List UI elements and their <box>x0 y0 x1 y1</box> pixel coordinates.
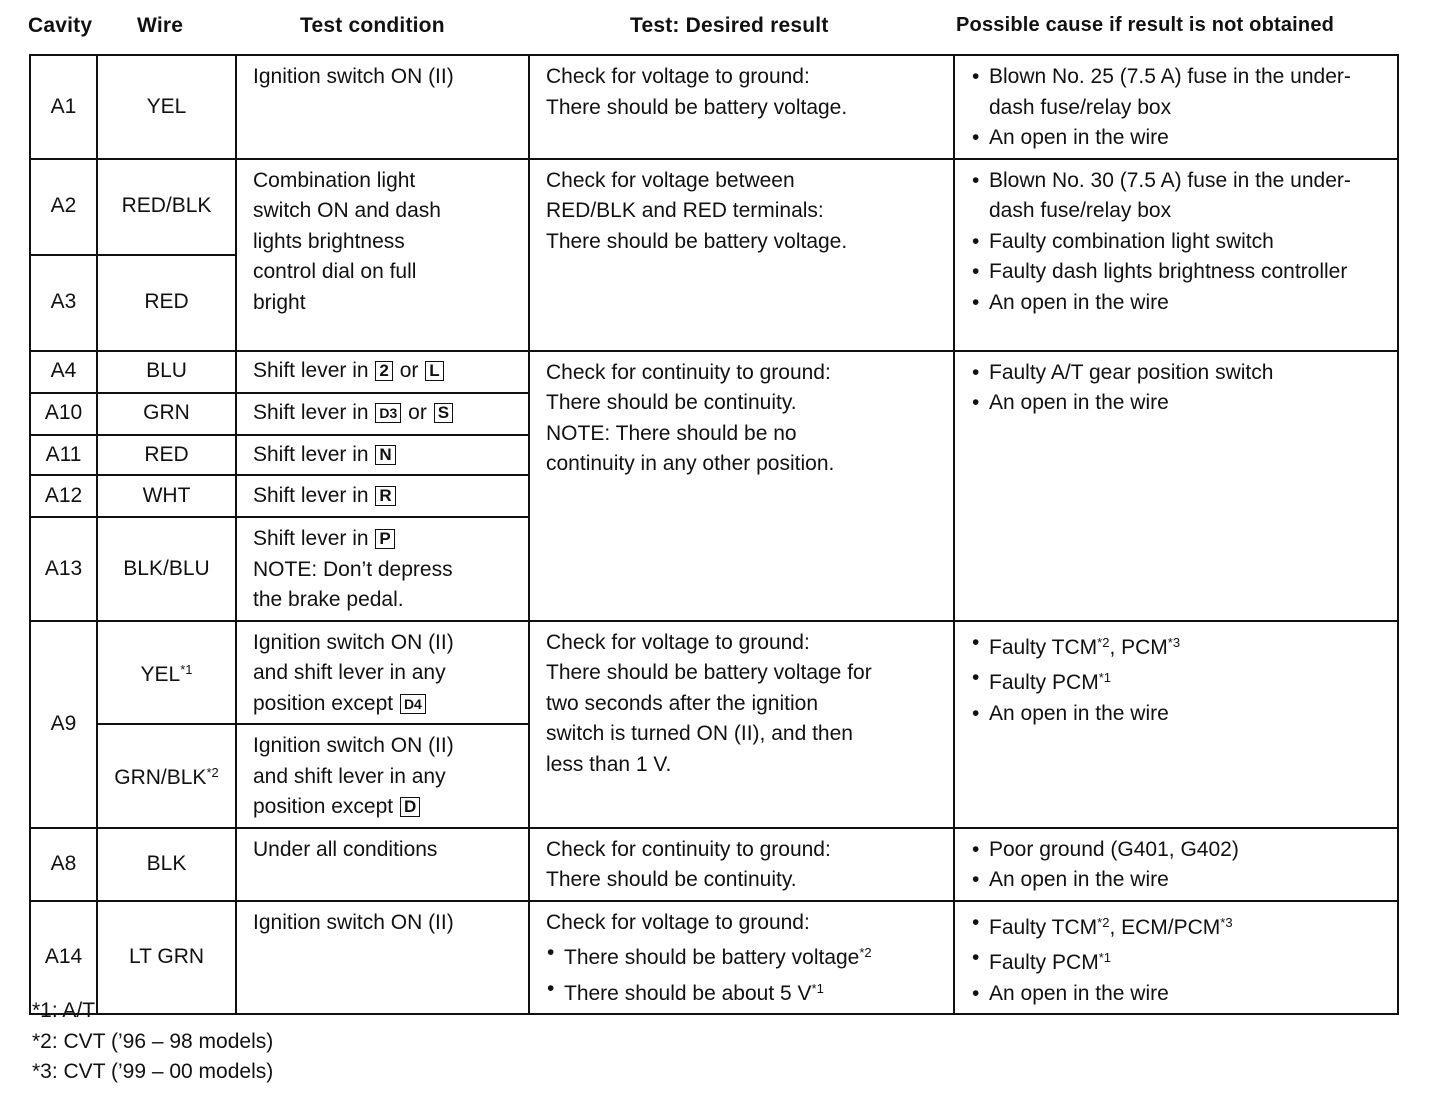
header-cavity: Cavity <box>28 14 93 37</box>
footnote: *2: CVT (’96 – 98 models) <box>32 1029 274 1053</box>
header-desired-result: Test: Desired result <box>630 14 829 37</box>
condition-cell: Shift lever in 2 or L <box>236 351 529 393</box>
shift-position-badge: D <box>400 797 420 817</box>
cause-cell <box>954 159 1398 351</box>
list-item: • There should be battery voltage$^{*2}$ <box>564 938 939 974</box>
cavity-cell: A10 <box>30 393 97 435</box>
header-test-condition: Test condition <box>300 14 445 37</box>
table-row-a9 <box>30 621 1398 725</box>
wire-cell: YEL$^{*1}$ <box>97 621 236 725</box>
list-item: • An open in the wire <box>989 979 1383 1010</box>
list-item: • An open in the wire <box>989 699 1383 730</box>
shift-position-badge: N <box>375 445 395 465</box>
list-item: • Blown No. 25 (7.5 A) fuse in the under-dash fuse/relay box <box>989 62 1383 123</box>
cavity-cell: A2 <box>30 159 97 255</box>
cavity-cell: A8 <box>30 828 97 901</box>
cause-cell <box>954 55 1398 159</box>
list-item: • There should be about 5 $V^{*1}$ <box>564 974 939 1010</box>
cause-cell <box>954 621 1398 828</box>
cavity-cell: A3 <box>30 255 97 351</box>
list-item: • Poor ground (G401, G402) <box>989 835 1383 866</box>
shift-position-badge: D3 <box>375 403 401 423</box>
wire-cell: GRN/BLK$^{*2}$ <box>97 724 236 828</box>
list-item: • Faulty A/T gear position switch <box>989 358 1383 389</box>
list-item: • Faulty TCM$^{*2}$, PCM$^{*3}$ <box>989 628 1383 664</box>
cavity-cell: A14 <box>30 901 97 1015</box>
result-cell: Check for continuity to ground: There should be continuity. NOTE: There should be no continuity in any other position. <box>529 351 954 621</box>
table-row-a4 <box>30 351 1398 393</box>
result-cell: Check for voltage to ground: There should be battery voltage. <box>529 55 954 159</box>
result-cell: Check for continuity to ground: There should be continuity. <box>529 828 954 901</box>
result-cell: Check for voltage to ground: • There should be battery voltage$^{*2}$ • There should be about 5 $V^{*1}$ <box>529 901 954 1015</box>
table-row-a8 <box>30 828 1398 901</box>
cause-cell <box>954 901 1398 1015</box>
list-item: • Blown No. 30 (7.5 A) fuse in the under-dash fuse/relay box <box>989 166 1383 227</box>
condition-cell: Under all conditions <box>236 828 529 901</box>
shift-position-badge: S <box>434 403 453 423</box>
condition-cell: Shift lever in P NOTE: Don’t depress the brake pedal. <box>236 517 529 621</box>
wire-cell: BLK <box>97 828 236 901</box>
wire-cell: BLU <box>97 351 236 393</box>
shift-position-badge: D4 <box>400 694 426 714</box>
list-item: • Faulty PCM$^{*1}$ <box>989 943 1383 979</box>
cavity-cell: A12 <box>30 475 97 517</box>
wire-cell: GRN <box>97 393 236 435</box>
list-item: • An open in the wire <box>989 388 1383 419</box>
condition-cell: Ignition switch ON (II) and shift lever in any position except D <box>236 724 529 828</box>
cavity-cell: A11 <box>30 435 97 476</box>
condition-cell: Shift lever in R <box>236 475 529 517</box>
cavity-cell: A4 <box>30 351 97 393</box>
troubleshooting-table <box>29 54 1399 1015</box>
condition-cell: Combination light switch ON and dash lights brightness control dial on full bright <box>236 159 529 351</box>
cavity-cell: A13 <box>30 517 97 621</box>
wire-cell: BLK/BLU <box>97 517 236 621</box>
result-cell: Check for voltage between RED/BLK and RED terminals: There should be battery voltage. <box>529 159 954 351</box>
list-item: • An open in the wire <box>989 123 1383 154</box>
table-row-a1 <box>30 55 1398 159</box>
wire-cell: RED <box>97 435 236 476</box>
cavity-cell: A1 <box>30 55 97 159</box>
wire-cell: YEL <box>97 55 236 159</box>
footnote: *3: CVT (’99 – 00 models) <box>32 1060 274 1083</box>
wire-cell: LT GRN <box>97 901 236 1015</box>
cavity-cell: A9 <box>30 621 97 828</box>
shift-position-badge: L <box>425 361 443 381</box>
footnote: *1: A/T <box>32 999 96 1022</box>
list-item: • Faulty combination light switch <box>989 227 1383 258</box>
list-item: • Faulty PCM$^{*1}$ <box>989 663 1383 699</box>
condition-cell: Ignition switch ON (II) <box>236 901 529 1015</box>
condition-cell: Shift lever in N <box>236 435 529 476</box>
shift-position-badge: R <box>375 486 395 506</box>
shift-position-badge: P <box>375 529 394 549</box>
condition-cell: Ignition switch ON (II) and shift lever in any position except D4 <box>236 621 529 725</box>
list-item: • An open in the wire <box>989 865 1383 896</box>
result-cell: Check for voltage to ground: There should be battery voltage for two seconds after the ignition switch is turned ON (II), and then less than 1 V. <box>529 621 954 828</box>
condition-cell: Ignition switch ON (II) <box>236 55 529 159</box>
table-row-a2 <box>30 159 1398 255</box>
cause-cell <box>954 828 1398 901</box>
wire-cell: WHT <box>97 475 236 517</box>
shift-position-badge: 2 <box>375 361 392 381</box>
footnotes <box>32 996 273 1088</box>
header-wire: Wire <box>137 14 184 37</box>
list-item: • An open in the wire <box>989 288 1383 319</box>
wire-cell: RED <box>97 255 236 351</box>
header-possible-cause: Possible cause if result is not obtained <box>956 14 1335 36</box>
wire-cell: RED/BLK <box>97 159 236 255</box>
condition-cell: Shift lever in D3 or S <box>236 393 529 435</box>
list-item: • Faulty TCM$^{*2}$, ECM/PCM$^{*3}$ <box>989 908 1383 944</box>
list-item: • Faulty dash lights brightness controller <box>989 257 1383 288</box>
cause-cell <box>954 351 1398 621</box>
